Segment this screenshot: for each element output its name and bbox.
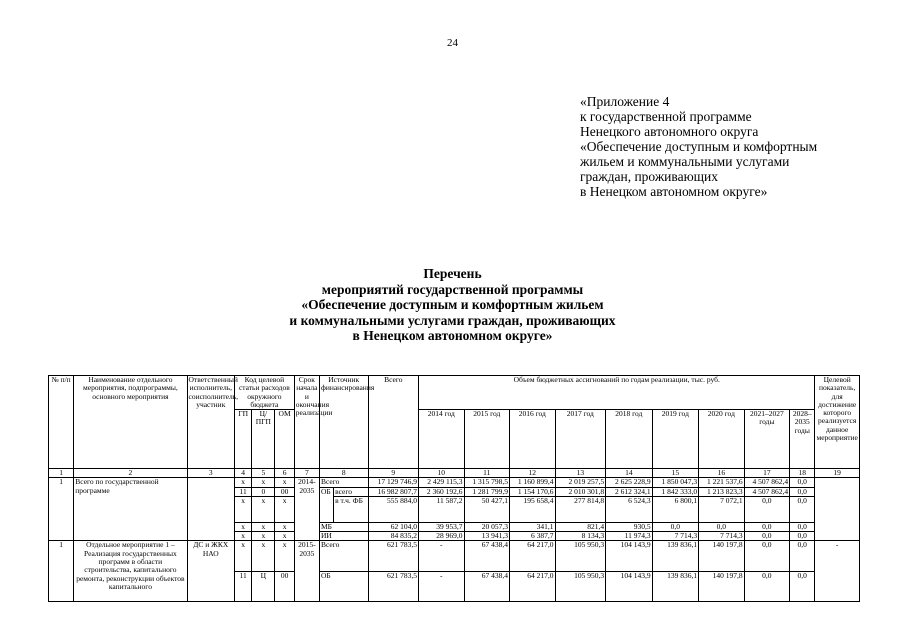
- cell-value: -: [419, 571, 465, 602]
- header-year: 2014 год: [419, 410, 465, 469]
- header-year: 2015 год: [464, 410, 510, 469]
- cell-value: 105 950,3: [555, 571, 606, 602]
- document-title: [0, 266, 905, 344]
- cell-value: 140 197,8: [699, 571, 745, 602]
- cell-om: х: [275, 478, 294, 487]
- cell-source: Всего: [319, 541, 368, 572]
- col-num: 4: [235, 469, 252, 478]
- cell-value: 1 850 047,3: [652, 478, 699, 487]
- cell-om: х: [275, 541, 294, 572]
- header-row: [49, 376, 860, 410]
- cell-source: ОБ: [319, 487, 333, 522]
- cell-value: 341,1: [510, 522, 556, 531]
- cell-value: 50 427,1: [464, 496, 510, 522]
- cell-value: 67 438,4: [464, 571, 510, 602]
- header-total: Всего: [368, 376, 419, 469]
- table-row: [49, 541, 860, 572]
- col-num: 15: [652, 469, 699, 478]
- cell-value: 621 783,5: [368, 571, 419, 602]
- cell-value: 1 213 823,3: [699, 487, 745, 496]
- cell-value: 13 941,3: [464, 532, 510, 541]
- col-num: 16: [699, 469, 745, 478]
- cell-gp: 11: [235, 571, 252, 602]
- col-num: 9: [368, 469, 419, 478]
- col-num: 2: [74, 469, 187, 478]
- cell-value: 1 160 899,4: [510, 478, 556, 487]
- row-name: Отдельное мероприятие 1 – Реализация государственных программ в области строительства, капитального ремонта, реконструкции объектов капитального: [74, 541, 187, 602]
- col-num: 5: [252, 469, 275, 478]
- cell-value: 64 217,0: [510, 571, 556, 602]
- cell-value: 1 281 799,9: [464, 487, 510, 496]
- cell-value: 0,0: [790, 478, 815, 487]
- header-year: 2016 год: [510, 410, 556, 469]
- cell-om: х: [275, 496, 294, 522]
- appendix-line: в Ненецком автономном округе»: [580, 184, 768, 199]
- header-code: Код целевой статьи расходов окружного бюджета: [235, 376, 295, 410]
- col-num: 6: [275, 469, 294, 478]
- col-num: 17: [744, 469, 790, 478]
- cell-value: 0,0: [790, 487, 815, 496]
- cell-pp: х: [252, 478, 275, 487]
- cell-value: 64 217,0: [510, 541, 556, 572]
- row-indicator: [815, 478, 860, 541]
- cell-value: 555 884,0: [368, 496, 419, 522]
- cell-value: 104 143,9: [606, 541, 653, 572]
- cell-value: 0,0: [790, 532, 815, 541]
- cell-value: 2 360 192,6: [419, 487, 465, 496]
- title-line: «Обеспечение доступным и комфортным жильем: [301, 297, 604, 312]
- header-om: ОМ: [275, 410, 294, 469]
- header-name: Наименование отдельного мероприятия, подпрограммы, основного мероприятия: [74, 376, 187, 469]
- cell-value: 195 658,4: [510, 496, 556, 522]
- cell-gp: х: [235, 478, 252, 487]
- cell-value: 0,0: [790, 496, 815, 522]
- row-num: 1: [49, 541, 74, 602]
- header-indicator: Целевой показатель, для достижение которого реализуется данное мероприятие: [815, 376, 860, 469]
- col-num: 19: [815, 469, 860, 478]
- col-num: 18: [790, 469, 815, 478]
- appendix-line: граждан, проживающих: [580, 169, 719, 184]
- cell-value: 1 154 170,6: [510, 487, 556, 496]
- cell-value: 0,0: [652, 522, 699, 531]
- col-num: 7: [294, 469, 319, 478]
- cell-value: 0,0: [790, 571, 815, 602]
- header-responsible: Ответственный исполнитель, соисполнитель, участник: [187, 376, 235, 469]
- appendix-line: «Приложение 4: [580, 94, 670, 109]
- header-gp: ГП: [235, 410, 252, 469]
- cell-value: 0,0: [790, 541, 815, 572]
- cell-om: х: [275, 532, 294, 541]
- cell-source: ОБ: [319, 571, 368, 602]
- cell-value: 0,0: [699, 522, 745, 531]
- cell-value: 1 842 333,0: [652, 487, 699, 496]
- cell-value: 4 507 862,4: [744, 478, 790, 487]
- cell-value: 821,4: [555, 522, 606, 531]
- col-num: 14: [606, 469, 653, 478]
- cell-value: 2 612 324,1: [606, 487, 653, 496]
- cell-value: -: [419, 541, 465, 572]
- cell-value: 140 197,8: [699, 541, 745, 572]
- cell-value: 6 387,7: [510, 532, 556, 541]
- cell-value: 84 835,2: [368, 532, 419, 541]
- title-line: Перечень: [423, 266, 482, 281]
- cell-gp: х: [235, 496, 252, 522]
- cell-value: 28 969,0: [419, 532, 465, 541]
- cell-value: 7 714,3: [652, 532, 699, 541]
- row-responsible: [187, 478, 235, 541]
- appendix-line: к государственной программе: [580, 109, 752, 124]
- cell-value: 16 982 807,7: [368, 487, 419, 496]
- cell-value: 2 625 228,9: [606, 478, 653, 487]
- row-indicator: -: [815, 541, 860, 602]
- cell-value: 8 134,3: [555, 532, 606, 541]
- cell-value: 0,0: [744, 541, 790, 572]
- cell-value: 0,0: [744, 496, 790, 522]
- cell-value: 4 507 862,4: [744, 487, 790, 496]
- col-num: 8: [319, 469, 368, 478]
- cell-source: МБ: [319, 522, 368, 531]
- header-year: 2017 год: [555, 410, 606, 469]
- cell-value: 7 072,1: [699, 496, 745, 522]
- row-responsible: ДС и ЖКХ НАО: [187, 541, 235, 602]
- cell-value: 62 104,0: [368, 522, 419, 531]
- cell-value: 7 714,3: [699, 532, 745, 541]
- appendix-line: Ненецкого автономного округа: [580, 124, 759, 139]
- row-num: 1: [49, 478, 74, 541]
- cell-value: 139 836,1: [652, 541, 699, 572]
- cell-om: х: [275, 522, 294, 531]
- table-row: [49, 478, 860, 487]
- activities-table: [48, 375, 860, 602]
- cell-gp: х: [235, 541, 252, 572]
- cell-value: 11 587,2: [419, 496, 465, 522]
- title-line: мероприятий государственной программы: [321, 281, 584, 297]
- cell-value: 39 953,7: [419, 522, 465, 531]
- cell-value: 17 129 746,9: [368, 478, 419, 487]
- row-name: Всего по государственной программе: [74, 478, 187, 541]
- header-ppgp: Ц/ПГП: [252, 410, 275, 469]
- page-number: 24: [447, 37, 458, 49]
- cell-pp: х: [252, 541, 275, 572]
- header-year: 2021–2027 годы: [744, 410, 790, 469]
- cell-value: 277 814,8: [555, 496, 606, 522]
- cell-value: 930,5: [606, 522, 653, 531]
- header-term: Срок начала и окончания реализации: [294, 376, 319, 469]
- cell-value: 0,0: [744, 532, 790, 541]
- cell-pp: Ц: [252, 571, 275, 602]
- appendix-note: [580, 94, 880, 199]
- cell-om: 00: [275, 487, 294, 496]
- cell-value: 0,0: [744, 571, 790, 602]
- row-term: 2014-2035: [294, 478, 319, 541]
- header-year: 2020 год: [699, 410, 745, 469]
- appendix-line: жильем и коммунальными услугами: [580, 154, 790, 169]
- cell-value: 104 143,9: [606, 571, 653, 602]
- cell-source: Всего: [319, 478, 368, 487]
- cell-source-sub: всего: [334, 487, 368, 496]
- cell-value: 20 057,3: [464, 522, 510, 531]
- row-term: 2015-2035: [294, 541, 319, 602]
- cell-value: 0,0: [790, 522, 815, 531]
- cell-value: 2 429 115,3: [419, 478, 465, 487]
- cell-pp: х: [252, 532, 275, 541]
- cell-source: ИИ: [319, 532, 368, 541]
- appendix-line: «Обеспечение доступным и комфортным: [580, 139, 818, 154]
- header-year: 2018 год: [606, 410, 653, 469]
- cell-om: 00: [275, 571, 294, 602]
- cell-value: 621 783,5: [368, 541, 419, 572]
- cell-value: 1 221 537,6: [699, 478, 745, 487]
- header-num: № п/п: [49, 376, 74, 469]
- title-line: и коммунальными услугами граждан, проживающих: [289, 312, 616, 328]
- col-num: 10: [419, 469, 465, 478]
- cell-value: 139 836,1: [652, 571, 699, 602]
- cell-value: 67 438,4: [464, 541, 510, 572]
- cell-value: 11 974,3: [606, 532, 653, 541]
- cell-gp: х: [235, 522, 252, 531]
- header-year: 2019 год: [652, 410, 699, 469]
- header-source: Источник финансирования: [319, 376, 368, 469]
- cell-source-sub: в т.ч. ФБ: [334, 496, 368, 522]
- cell-value: 105 950,3: [555, 541, 606, 572]
- col-num: 11: [464, 469, 510, 478]
- col-num: 13: [555, 469, 606, 478]
- cell-value: 0,0: [744, 522, 790, 531]
- cell-value: 6 800,1: [652, 496, 699, 522]
- cell-gp: х: [235, 532, 252, 541]
- cell-pp: 0: [252, 487, 275, 496]
- cell-value: 2 019 257,5: [555, 478, 606, 487]
- col-num: 3: [187, 469, 235, 478]
- cell-value: 1 315 798,5: [464, 478, 510, 487]
- cell-value: 6 524,3: [606, 496, 653, 522]
- col-num: 12: [510, 469, 556, 478]
- cell-value: 2 010 301,8: [555, 487, 606, 496]
- cell-pp: х: [252, 522, 275, 531]
- cell-gp: 11: [235, 487, 252, 496]
- title-line: в Ненецком автономном округе»: [352, 328, 553, 343]
- header-volume: Объем бюджетных ассигнований по годам реализации, тыс. руб.: [419, 376, 815, 410]
- cell-pp: х: [252, 496, 275, 522]
- header-year: 2028–2035 годы: [790, 410, 815, 469]
- col-num: 1: [49, 469, 74, 478]
